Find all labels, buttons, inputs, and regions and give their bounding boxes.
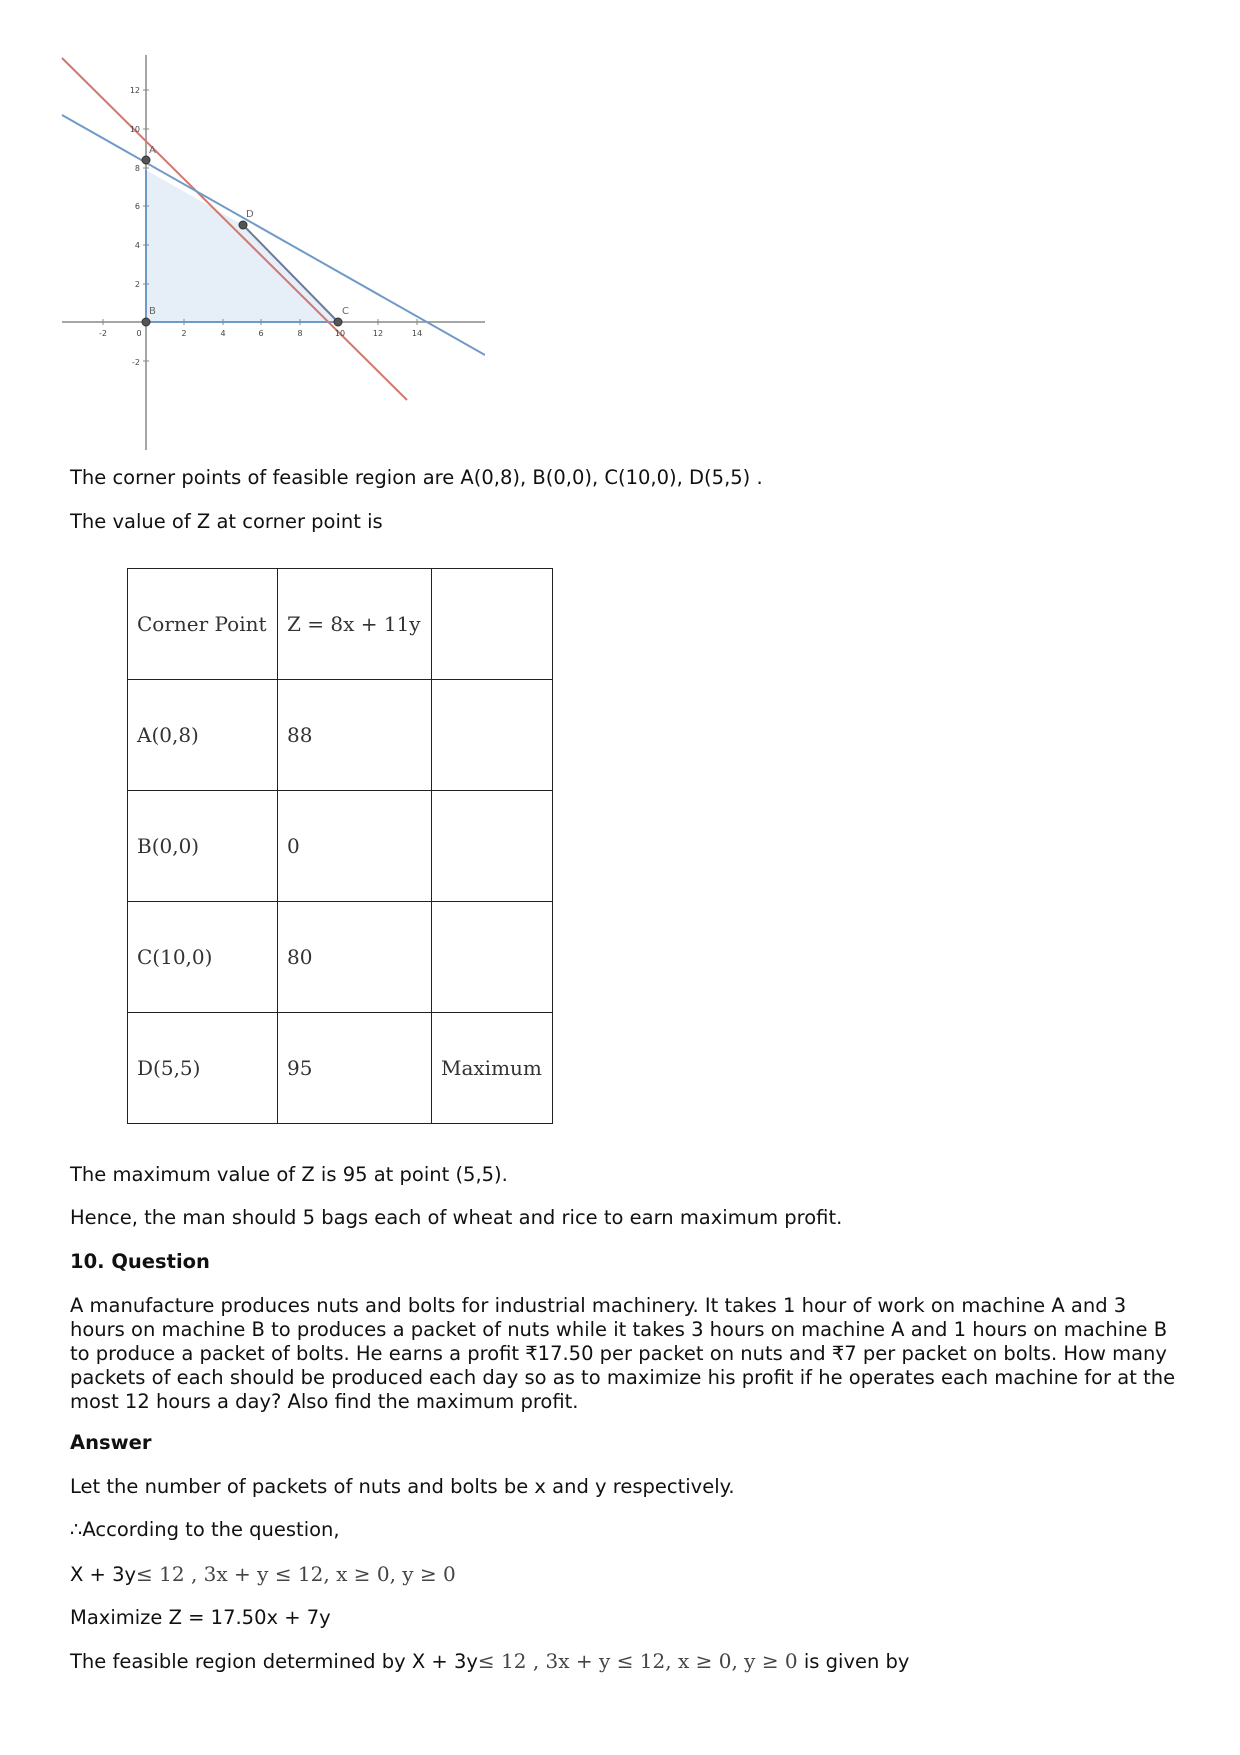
table-cell (432, 902, 553, 1013)
constraint-prefix: X + 3y (70, 1563, 137, 1586)
table-cell: Maximum (432, 1013, 553, 1124)
corner-points-text: The corner points of feasible region are A(0,8), B(0,0), C(10,0), D(5,5) . (70, 466, 763, 489)
table-row (128, 1013, 553, 1124)
let-text: Let the number of packets of nuts and bolts be x and y respectively. (70, 1475, 735, 1498)
x-tick-label: 10 (334, 329, 346, 338)
table-cell: 0 (278, 791, 432, 902)
table-row (128, 680, 553, 791)
point-d (239, 221, 247, 229)
table-header-cell (432, 569, 553, 680)
y-tick-label: 6 (134, 202, 140, 211)
table-cell (432, 680, 553, 791)
feasible-region-graph (60, 55, 485, 450)
feasible-prefix: The feasible region determined by X + 3y (70, 1650, 478, 1673)
hence-text: Hence, the man should 5 bags each of wheat and rice to earn maximum profit. (70, 1206, 843, 1229)
question-heading: 10. Question (70, 1250, 210, 1273)
feasible-math: ≤ 12 , 3x + y ≤ 12, x ≥ 0, y ≥ 0 (477, 1649, 798, 1673)
table-cell: 80 (278, 902, 432, 1013)
y-tick-label: 12 (129, 86, 140, 95)
y-tick-label: 2 (134, 280, 140, 289)
answer-heading: Answer (70, 1431, 152, 1454)
maximize-text: Maximize Z = 17.50x + 7y (70, 1606, 331, 1629)
point-c (334, 318, 342, 326)
table-cell: D(5,5) (128, 1013, 278, 1124)
table-header-cell: Z = 8x + 11y (278, 569, 432, 680)
table-cell (432, 791, 553, 902)
table-cell: C(10,0) (128, 902, 278, 1013)
table-cell: 95 (278, 1013, 432, 1124)
point-label-c: C (342, 306, 349, 317)
table-header-cell: Corner Point (128, 569, 278, 680)
max-value-text: The maximum value of Z is 95 at point (5,5). (70, 1163, 508, 1186)
y-tick-label: 8 (134, 164, 140, 173)
constraint-line-red (62, 58, 407, 400)
x-tick-label: -2 (99, 329, 107, 338)
constraint-math: ≤ 12 , 3x + y ≤ 12, x ≥ 0, y ≥ 0 (136, 1562, 456, 1586)
feasible-line (70, 1649, 909, 1674)
point-label-b: B (149, 306, 156, 317)
feasible-suffix: is given by (797, 1650, 910, 1673)
table-header-row (128, 569, 553, 680)
value-of-z-text: The value of Z at corner point is (70, 510, 383, 533)
x-tick-label: 4 (220, 329, 226, 338)
y-tick-label: 10 (129, 125, 140, 134)
x-tick-label: 8 (297, 329, 303, 338)
table-row (128, 791, 553, 902)
x-tick-label: 14 (411, 329, 423, 338)
x-tick-label: 2 (181, 329, 187, 338)
x-tick-label: 0 (136, 329, 142, 338)
y-tick-label: 4 (134, 241, 140, 250)
feasible-region (146, 170, 338, 322)
point-b (142, 318, 150, 326)
x-tick-label: 12 (372, 329, 384, 338)
point-label-a: A (149, 145, 156, 156)
table-cell: B(0,0) (128, 791, 278, 902)
point-a (142, 156, 150, 164)
table-cell: A(0,8) (128, 680, 278, 791)
y-tick-label: -2 (132, 358, 140, 367)
question-body: A manufacture produces nuts and bolts for industrial machinery. It takes 1 hour of work on machine A and 3 hours on machine B to produces a packet of nuts while it takes 3 hours on machine A and 1 hours on machine B to produce a packet of bolts. He earns a profit ₹17.50 per packet on nuts and ₹7 per packet on bolts. How many packets of each should be produced each day so as to maximize his profit if he operates each machine for at the most 12 hours a day? Also find the maximum profit. (70, 1294, 1176, 1413)
according-text: ∴According to the question, (70, 1518, 340, 1541)
x-tick-label: 6 (258, 329, 264, 338)
constraint-line (70, 1562, 456, 1587)
table-row (128, 902, 553, 1013)
table-cell: 88 (278, 680, 432, 791)
point-label-d: D (246, 209, 254, 220)
corner-point-table (127, 568, 553, 1124)
